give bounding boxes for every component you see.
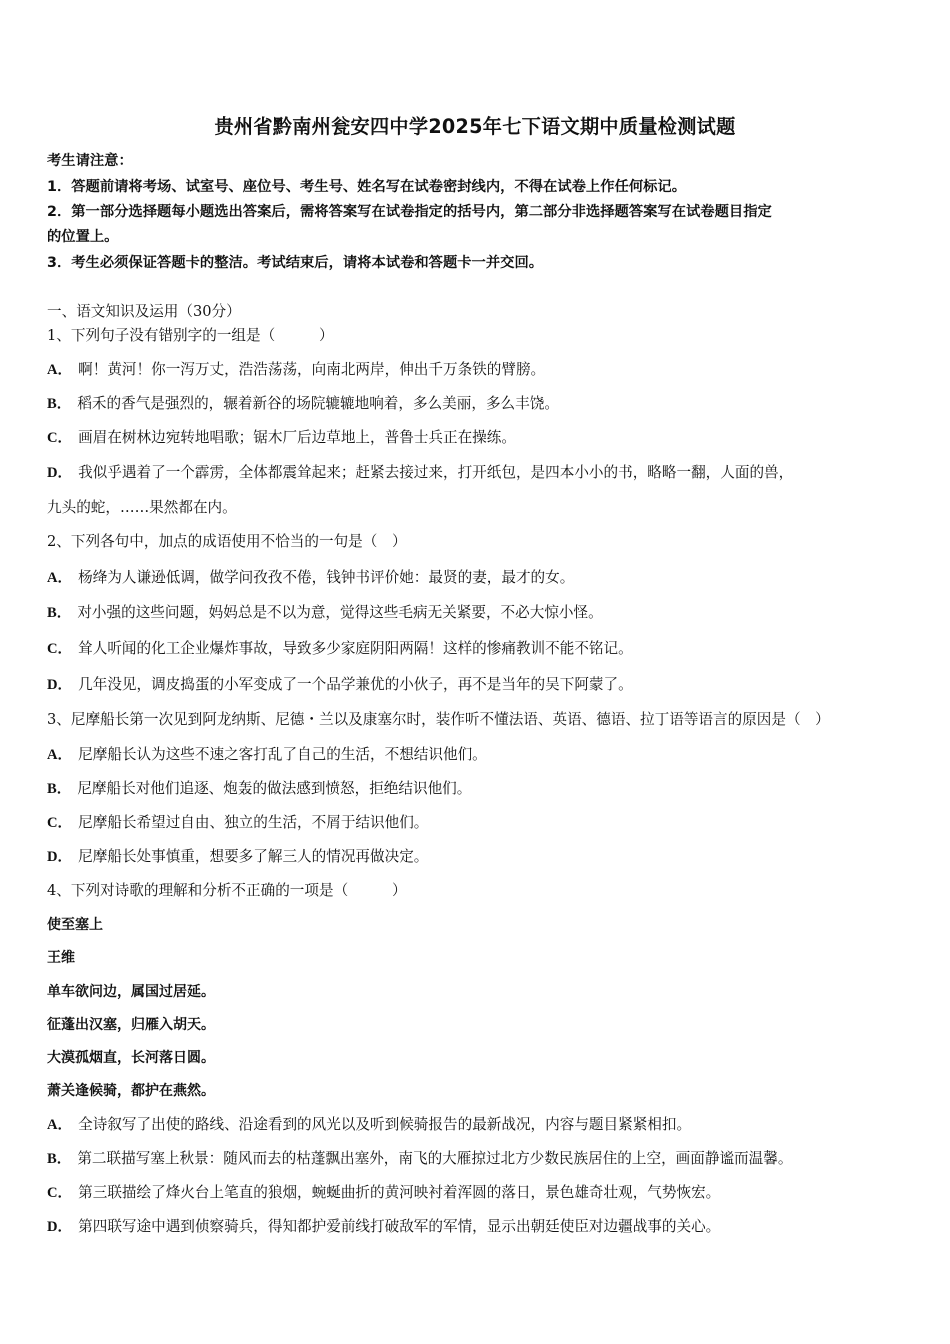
- option-text: 对小强的这些问题，妈妈总是不以为意，觉得这些毛病无关紧要，不必大惊小怪。: [77, 604, 603, 621]
- option-text: 全诗叙写了出使的路线、沿途看到的风光以及听到候骑报告的最新战况，内容与题目紧紧相扣。: [78, 1116, 692, 1133]
- option-a: [47, 568, 574, 588]
- option-letter: B．: [47, 396, 72, 412]
- option-text: 耸人听闻的化工企业爆炸事故，导致多少家庭阴阳两隔！这样的惨痛教训不能不铭记。: [78, 640, 633, 657]
- option-letter: C．: [47, 815, 73, 831]
- option-text: 稻禾的香气是强烈的，辗着新谷的场院辘辘地响着，多么美丽，多么丰饶。: [77, 395, 559, 412]
- option-b: [47, 779, 471, 799]
- option-text: 杨绛为人谦逊低调，做学问孜孜不倦，钱钟书评价她：最贤的妻，最才的女。: [78, 569, 575, 586]
- option-d: [47, 463, 793, 483]
- question-stem: 2、下列各句中，加点的成语使用不恰当的一句是（ ）: [47, 533, 407, 550]
- option-b: [47, 1149, 792, 1169]
- option-text: 第三联描绘了烽火台上笔直的狼烟，蜿蜒曲折的黄河映衬着浑圆的落日，景色雄奇壮观，气势恢宏。: [78, 1184, 721, 1201]
- page-title: 贵州省黔南州瓮安四中学2025年七下语文期中质量检测试题: [214, 115, 736, 138]
- option-text: 第四联写途中遇到侦察骑兵，得知都护爱前线打破敌军的军情，显示出朝廷使臣对边疆战事的关心。: [78, 1218, 721, 1235]
- option-c: [47, 428, 516, 448]
- poem-line: 萧关逢候骑，都护在燕然。: [47, 1083, 215, 1099]
- notice-item: 2．第一部分选择题每小题选出答案后，需将答案写在试卷指定的括号内，第二部分非选择题答案写在试卷题目指定: [47, 204, 772, 220]
- option-d: [47, 675, 633, 695]
- section-heading: 一、语文知识及运用（30分）: [47, 303, 241, 320]
- notice-heading: 考生请注意：: [47, 153, 133, 169]
- option-letter: B．: [47, 605, 72, 621]
- option-text: 第二联描写塞上秋景：随风而去的枯蓬飘出塞外，南飞的大雁掠过北方少数民族居住的上空，画面静谧而温馨。: [77, 1150, 793, 1167]
- question-stem: 4、下列对诗歌的理解和分析不正确的一项是（ ）: [47, 882, 407, 899]
- option-letter: B．: [47, 781, 72, 797]
- option-d-continuation: 九头的蛇，……果然都在内。: [47, 499, 237, 516]
- option-a: [47, 745, 487, 765]
- option-letter: D．: [47, 849, 73, 865]
- option-text: 我似乎遇着了一个霹雳，全体都震耸起来；赶紧去接过来，打开纸包，是四本小小的书，略略一翻，人面的兽，: [78, 464, 794, 481]
- poem-line: 征蓬出汉塞，归雁入胡天。: [47, 1017, 215, 1033]
- option-d: [47, 1217, 720, 1237]
- notice-item: 1．答题前请将考场、试室号、座位号、考生号、姓名写在试卷密封线内，不得在试卷上作任何标记。: [47, 179, 687, 195]
- option-b: [47, 394, 559, 414]
- option-text: 几年没见，调皮捣蛋的小军变成了一个品学兼优的小伙子，再不是当年的吴下阿蒙了。: [78, 676, 633, 693]
- option-letter: D．: [47, 465, 73, 481]
- option-letter: D．: [47, 677, 73, 693]
- option-a: [47, 1115, 691, 1135]
- option-c: [47, 813, 428, 833]
- option-letter: B．: [47, 1151, 72, 1167]
- option-letter: A．: [47, 1117, 73, 1133]
- notice-item: 3．考生必须保证答题卡的整洁。考试结束后，请将本试卷和答题卡一并交回。: [47, 255, 544, 271]
- poem-line: 大漠孤烟直，长河落日圆。: [47, 1050, 215, 1066]
- option-text: 啊！黄河！你一泻万丈，浩浩荡荡，向南北两岸，伸出千万条铁的臂膀。: [78, 361, 546, 378]
- option-d: [47, 847, 428, 867]
- option-text: 画眉在树林边宛转地唱歌；锯木厂后边草地上，普鲁士兵正在操练。: [78, 429, 516, 446]
- poem-title: 使至塞上: [47, 917, 103, 933]
- option-text: 尼摩船长希望过自由、独立的生活，不屑于结识他们。: [78, 814, 429, 831]
- option-letter: C．: [47, 1185, 73, 1201]
- poem-author: 王维: [47, 950, 75, 966]
- option-letter: A．: [47, 747, 73, 763]
- option-c: [47, 1183, 720, 1203]
- option-letter: C．: [47, 641, 73, 657]
- option-letter: A．: [47, 570, 73, 586]
- option-text: 尼摩船长处事慎重，想要多了解三人的情况再做决定。: [78, 848, 429, 865]
- option-b: [47, 603, 603, 623]
- option-letter: D．: [47, 1219, 73, 1235]
- poem-line: 单车欲问边，属国过居延。: [47, 984, 215, 1000]
- notice-item: 的位置上。: [47, 229, 119, 245]
- option-letter: A．: [47, 362, 73, 378]
- question-stem: 1、下列句子没有错别字的一组是（ ）: [47, 327, 334, 344]
- option-text: 尼摩船长对他们追逐、炮轰的做法感到愤怒，拒绝结识他们。: [77, 780, 472, 797]
- option-letter: C．: [47, 430, 73, 446]
- option-text: 尼摩船长认为这些不速之客打乱了自己的生活，不想结识他们。: [78, 746, 487, 763]
- question-stem: 3、尼摩船长第一次见到阿龙纳斯、尼德・兰以及康塞尔时，装作听不懂法语、英语、德语、拉丁语等语言的原因是（ ）: [47, 711, 830, 728]
- option-a: [47, 360, 545, 380]
- option-c: [47, 639, 633, 659]
